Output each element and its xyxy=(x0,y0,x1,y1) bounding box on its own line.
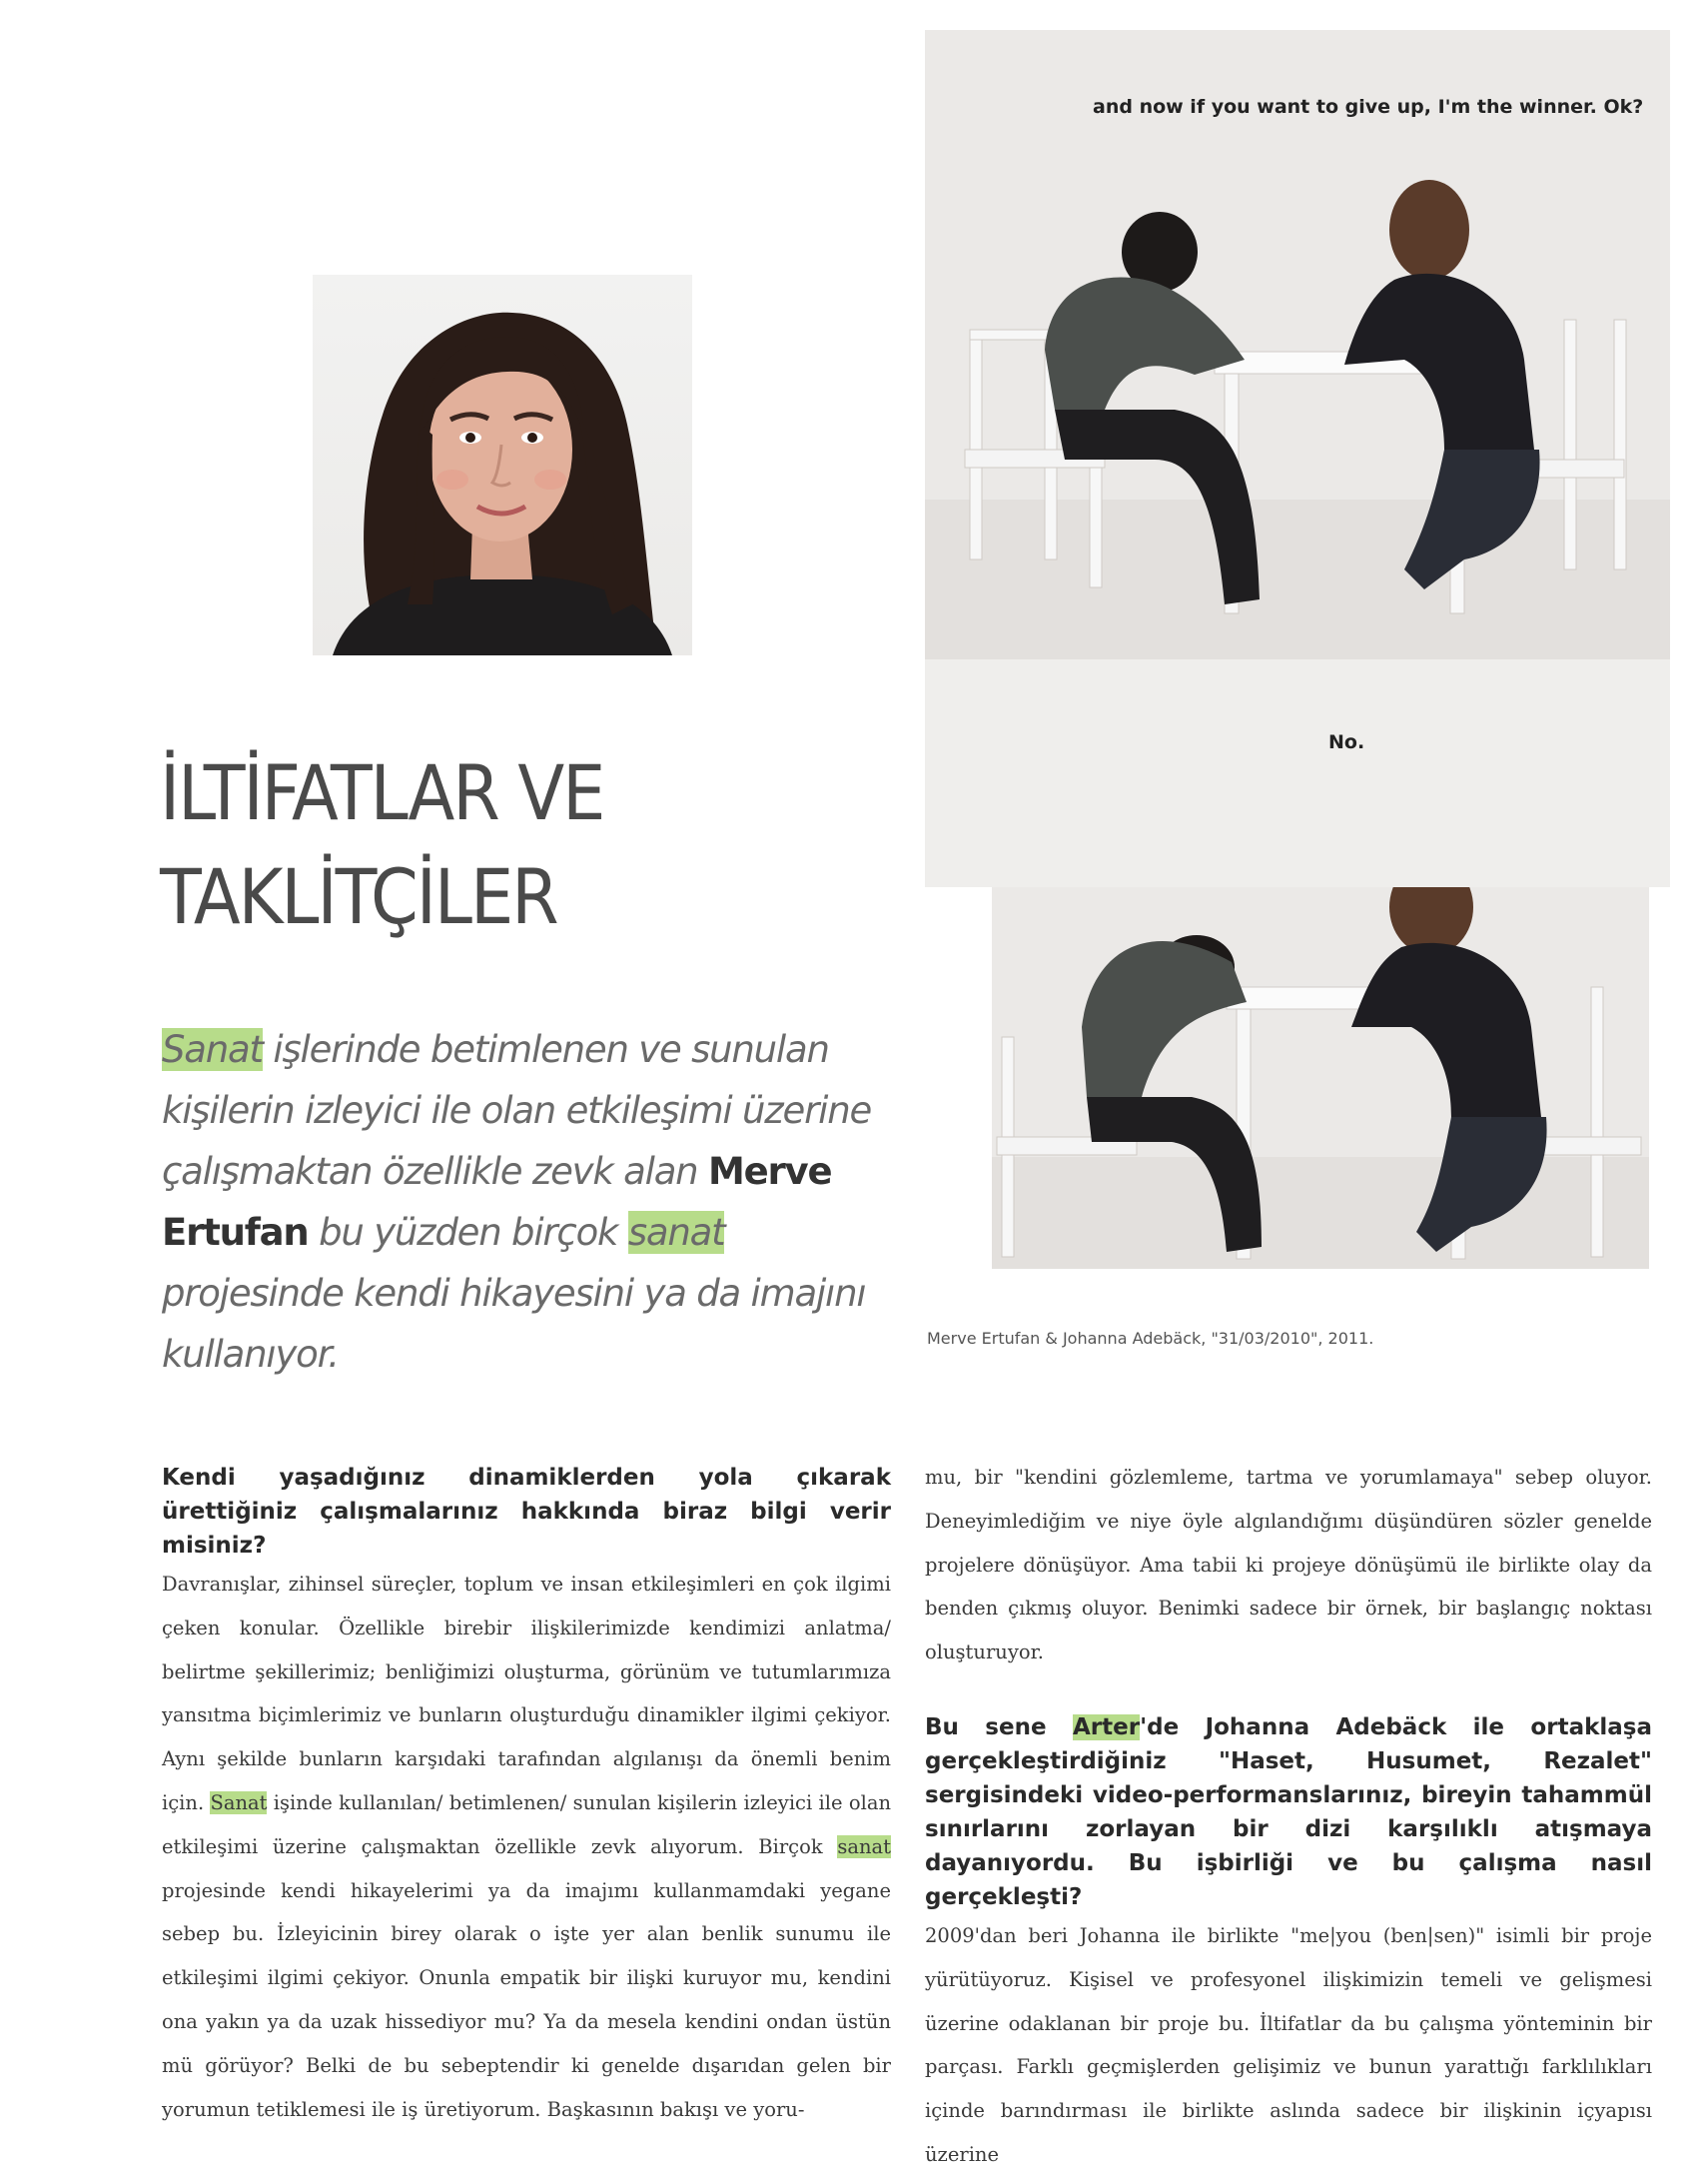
interview-question-2 xyxy=(925,1710,1652,1914)
article-title xyxy=(160,741,719,949)
still-caption-top: and now if you want to give up, I'm the winner. Ok? xyxy=(1093,96,1644,118)
body-column-right xyxy=(925,1456,1652,2177)
highlight-sanat-2: sanat xyxy=(627,1211,725,1254)
title-line-2: TAKLİTÇİLER xyxy=(160,852,557,941)
interview-answer-1 xyxy=(162,1563,891,2131)
highlight-sanat-3: Sanat xyxy=(210,1790,268,1814)
still-caption-bottom: No. xyxy=(1328,731,1365,753)
answer-1-part-b: işinde kullanılan/ betimlenen/ sunulan kişilerin izleyici ile olan etkileşimi üzerine çalışmaktan özellikle zevk alıyorum. Birçok xyxy=(162,1790,891,1858)
lead-part-2: bu yüzden birçok xyxy=(308,1211,628,1254)
highlight-arter: Arter xyxy=(1072,1713,1141,1740)
body-column-left xyxy=(162,1461,891,2131)
answer-1-part-c: projesinde kendi hikayelerimi ya da imajımı kullanmamdaki yegane sebep bu. İzleyicinin birey olarak o işte yer alan benlik sunumu ile etkileşimi ilgimi çekiyor. Onunla empatik bir ilişki kuruyor mu, kendini ona yakın ya da uzak hissediyor mu? Ya da mesela kendini ondan üstün mü görüyor? Belki de bu sebeptendir ki genelde dışarıdan gelen bir yorumun tetiklemesi ile iş üretiyorum. Başkasının bakışı ve yoru- xyxy=(162,1878,891,2121)
lead-part-3: projesinde kendi hikayesini ya da imajını kullanıyor. xyxy=(162,1272,866,1376)
highlight-sanat-1: Sanat xyxy=(162,1028,263,1071)
still-scene-top xyxy=(925,30,1670,659)
question-2-part-a: Bu sene xyxy=(925,1713,1073,1740)
lead-part-1: işlerinde betimlenen ve sunulan kişilerin izleyici ile olan etkileşimi üzerine çalışmaktan özellikle zevk alan xyxy=(162,1028,872,1193)
title-line-1: İLTİFATLAR VE xyxy=(160,748,604,837)
question-2-part-b: 'de Johanna Adebäck ile ortaklaşa gerçekleştirdiğiniz "Haset, Husumet, Rezalet" sergisindeki video-performanslarınız, bireyin tahammül sınırlarını zorlayan bir dizi karşılıklı atışmaya dayanıyordu. Bu işbirliği ve bu çalışma nasıl gerçekleşti? xyxy=(925,1713,1652,1910)
still-scene-bottom xyxy=(992,887,1649,1269)
photo-credit: Merve Ertufan & Johanna Adebäck, "31/03/2010", 2011. xyxy=(927,1329,1374,1348)
interview-answer-1-continued: mu, bir "kendini gözlemleme, tartma ve yorumlamaya" sebep oluyor. Deneyimlediğim ve niye öyle algılandığımı düşündüren sözler genelde projelere dönüşüyor. Ama tabii ki projeye dönüşümü ile birlikte olay da benden çıkmış oluyor. Benimki sadece bir örnek, bir başlangıç noktası oluşturuyor. xyxy=(925,1466,1652,1664)
film-still-bottom xyxy=(992,887,1649,1269)
highlight-sanat-4: sanat xyxy=(837,1834,891,1858)
lead-paragraph xyxy=(162,1019,891,1385)
interview-question-1: Kendi yaşadığınız dinamiklerden yola çıkarak ürettiğiniz çalışmalarınız hakkında biraz bilgi verir misiniz? xyxy=(162,1465,891,1559)
film-still-middle xyxy=(925,659,1670,887)
portrait-illustration xyxy=(313,275,692,655)
interview-answer-2: 2009'dan beri Johanna ile birlikte "me|you (ben|sen)" isimli bir proje yürütüyoruz. Kişisel ve profesyonel ilişkimizin temeli ve gelişmesi üzerine odaklanan bir proje bu. İltifatlar da bu çalışma yönteminin bir parçası. Farklı geçmişlerden gelişimiz ve bunun yarattığı farklılıkları içinde barındırması ile birlikte aslında sadece bir ilişkinin içyapısı üzerine xyxy=(925,1923,1652,2166)
answer-1-part-a: Davranışlar, zihinsel süreçler, toplum ve insan etkileşimleri en çok ilgimi çeken konular. Özellikle birebir ilişkilerimizde kendimizi anlatma/ belirtme şekillerimiz; benliğimizi oluşturma, görünüm ve tutumlarımıza yansıtma biçimlerimiz ve bunların oluşturduğu dinamikler ilgimi çekiyor. Aynı şekilde bunların karşıdaki tarafından algılanışı da önemli benim için. xyxy=(162,1573,891,1814)
portrait-photo xyxy=(313,275,692,655)
film-still-top xyxy=(925,30,1670,659)
lead-name: Merve Ertufan xyxy=(162,1150,832,1254)
